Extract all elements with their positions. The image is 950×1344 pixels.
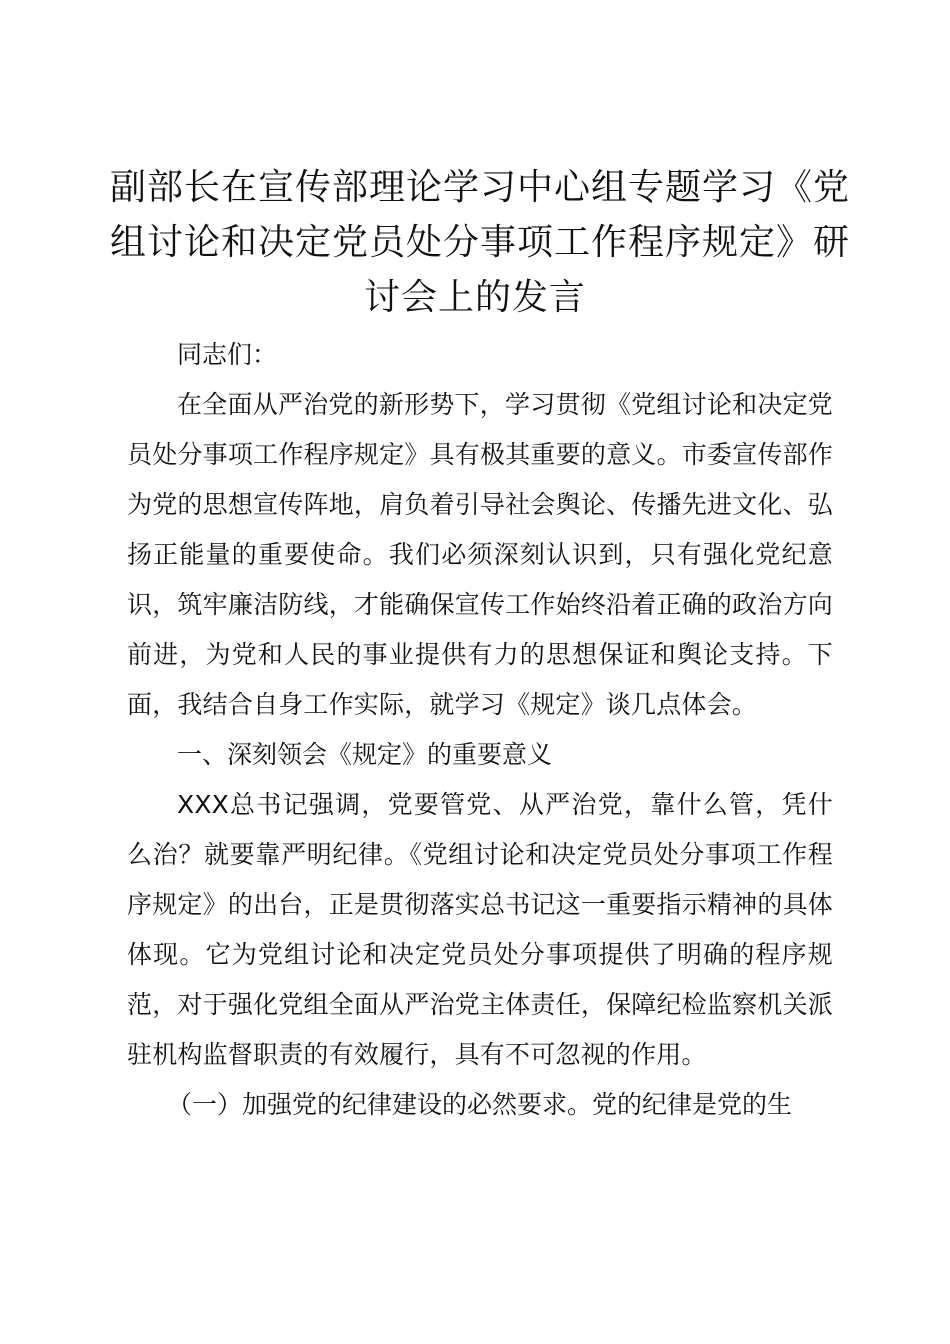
section-heading-1: 一、深刻领会《规定》的重要意义 [177, 740, 553, 769]
title-line-1: 副部长在宣传部理论学习中心组专题学习《党 [110, 167, 851, 208]
document-body [127, 330, 833, 1130]
salutation: 同志们： [177, 340, 278, 369]
title-line-2: 组讨论和决定党员处分事项工作程序规定》研 [110, 222, 851, 263]
paragraph-intro: 在全面从严治党的新形势下，学习贯彻《党组讨论和决定党员处分事项工作程序规定》具有极其重要的意义。市委宣传部作为党的思想宣传阵地，肩负着引导社会舆论、传播先进文化、弘扬正能量的重要使命。我们必须深刻认识到，只有强化党纪意识，筑牢廉洁防线，才能确保宣传工作始终沿着正确的政治方向前进，为党和人民的事业提供有力的思想保证和舆论支持。下面，我结合自身工作实际，就学习《规定》谈几点体会。 [127, 390, 833, 719]
document-title [110, 160, 851, 325]
title-line-3: 讨会上的发言 [363, 277, 586, 318]
subsection-heading-1: （一）加强党的纪律建设的必然要求。党的纪律是党的生 [167, 1090, 793, 1119]
paragraph-section-1: XXX总书记强调，党要管党、从严治党，靠什么管，凭什么治？就要靠严明纪律。《党组讨论和决定党员处分事项工作程序规定》的出台，正是贯彻落实总书记这一重要指示精神的具体体现。它为党组讨论和决定党员处分事项提供了明确的程序规范，对于强化党组全面从严治党主体责任，保障纪检监察机关派驻机构监督职责的有效履行，具有不可忽视的作用。 [127, 790, 833, 1069]
